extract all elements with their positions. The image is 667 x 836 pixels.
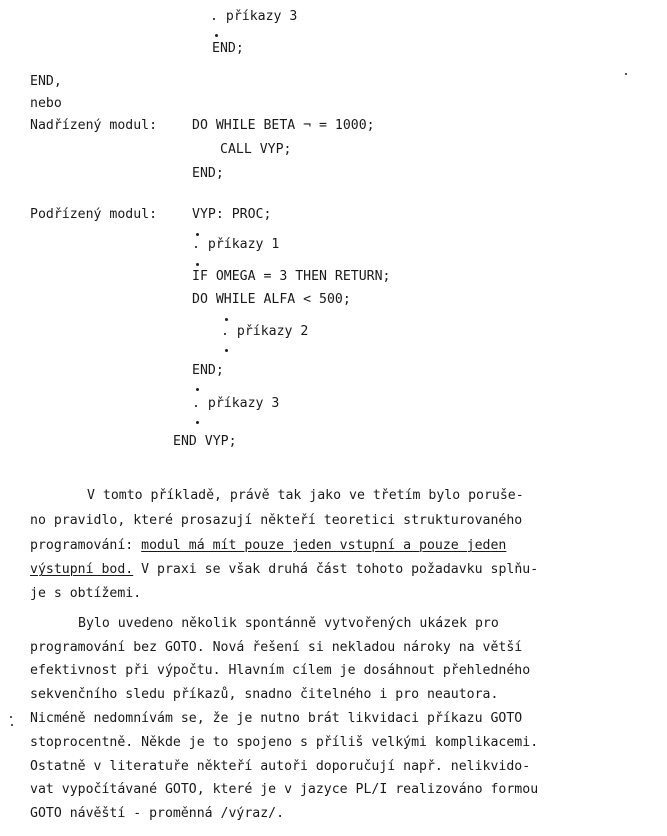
code-line-end-proc: END VYP;: [173, 434, 237, 449]
underlined-rule-text: modul má mít pouze jeden vstupní a pouze jeden: [141, 538, 507, 553]
paragraph2-line: stoprocentně. Někde je to spojeno s příliš velkými komplikacemi.: [30, 735, 539, 750]
code-line-call: CALL VYP;: [220, 142, 292, 157]
paragraph2-line: Bylo uvedeno několik spontánně vytvořených ukázek pro: [78, 616, 499, 631]
paragraph1-line: [30, 538, 506, 554]
paragraph1-line: je s obtížemi.: [30, 586, 142, 601]
stray-mark: [11, 724, 13, 726]
paragraph2-line: programování bez GOTO. Nová řešení si nekladou nároky na větší: [30, 640, 523, 655]
paragraph1-text: V praxi se však druhá část tohoto požadavku splňu-: [133, 562, 539, 577]
code-line-statements3-top: . příkazy 3: [210, 9, 298, 24]
code-line-proc: VYP: PROC;: [192, 207, 272, 222]
ellipsis-dot: [196, 421, 199, 424]
code-line-do-while-beta: DO WHILE BETA ¬ = 1000;: [192, 118, 375, 133]
code-line-statements1: . příkazy 1: [192, 237, 280, 252]
code-line-do-while-alfa: DO WHILE ALFA < 500;: [192, 292, 351, 307]
ellipsis-dot: [196, 263, 199, 266]
code-line-statements3: . příkazy 3: [192, 396, 280, 411]
ellipsis-dot: [225, 349, 228, 352]
code-line-outer-end: END,: [30, 74, 62, 89]
paragraph2-line: sekvenčního sledu příkazů, snadno čitelného i pro neautora.: [30, 687, 499, 702]
underlined-rule-text: výstupní bod.: [30, 562, 134, 577]
ellipsis-dot: [196, 388, 199, 391]
paragraph2-line: vat vypočítávané GOTO, které je v jazyce PL/I realizováno formou: [30, 782, 539, 797]
ellipsis-dot: [225, 318, 228, 321]
stray-mark: [10, 716, 12, 718]
paragraph2-line: efektivnost při výpočtu. Hlavním cílem je dosáhnout přehledného: [30, 663, 531, 678]
code-line-statements2: . příkazy 2: [221, 324, 309, 339]
ellipsis-dot: [196, 233, 199, 236]
paragraph2-line: Nicméně nedomnívám se, že je nutno brát likvidaci příkazu GOTO: [30, 711, 523, 726]
code-line-end: END;: [212, 41, 244, 56]
paragraph1-line: no pravidlo, které prosazují někteří teoretici strukturovaného: [30, 513, 523, 528]
ellipsis-dot: [215, 34, 218, 37]
paragraph1-line: [30, 562, 538, 578]
parent-module-label: Nadřízený modul:: [30, 118, 158, 133]
code-line-if-return: IF OMEGA = 3 THEN RETURN;: [192, 269, 391, 284]
child-module-label: Podřízený modul:: [30, 207, 158, 222]
paragraph2-line: Ostatně v literatuře někteří autoři doporučují např. nelikvido-: [30, 759, 531, 774]
separator-text: nebo: [30, 96, 62, 111]
code-line-end: END;: [192, 166, 224, 181]
stray-mark: [625, 73, 627, 75]
paragraph1-line: V tomto příkladě, právě tak jako ve třetím bylo poruše-: [87, 488, 524, 503]
paragraph2-line: GOTO návěští - proměnná /výraz/.: [30, 806, 285, 821]
code-line-end: END;: [192, 363, 224, 378]
paragraph1-text: programování:: [30, 538, 142, 553]
